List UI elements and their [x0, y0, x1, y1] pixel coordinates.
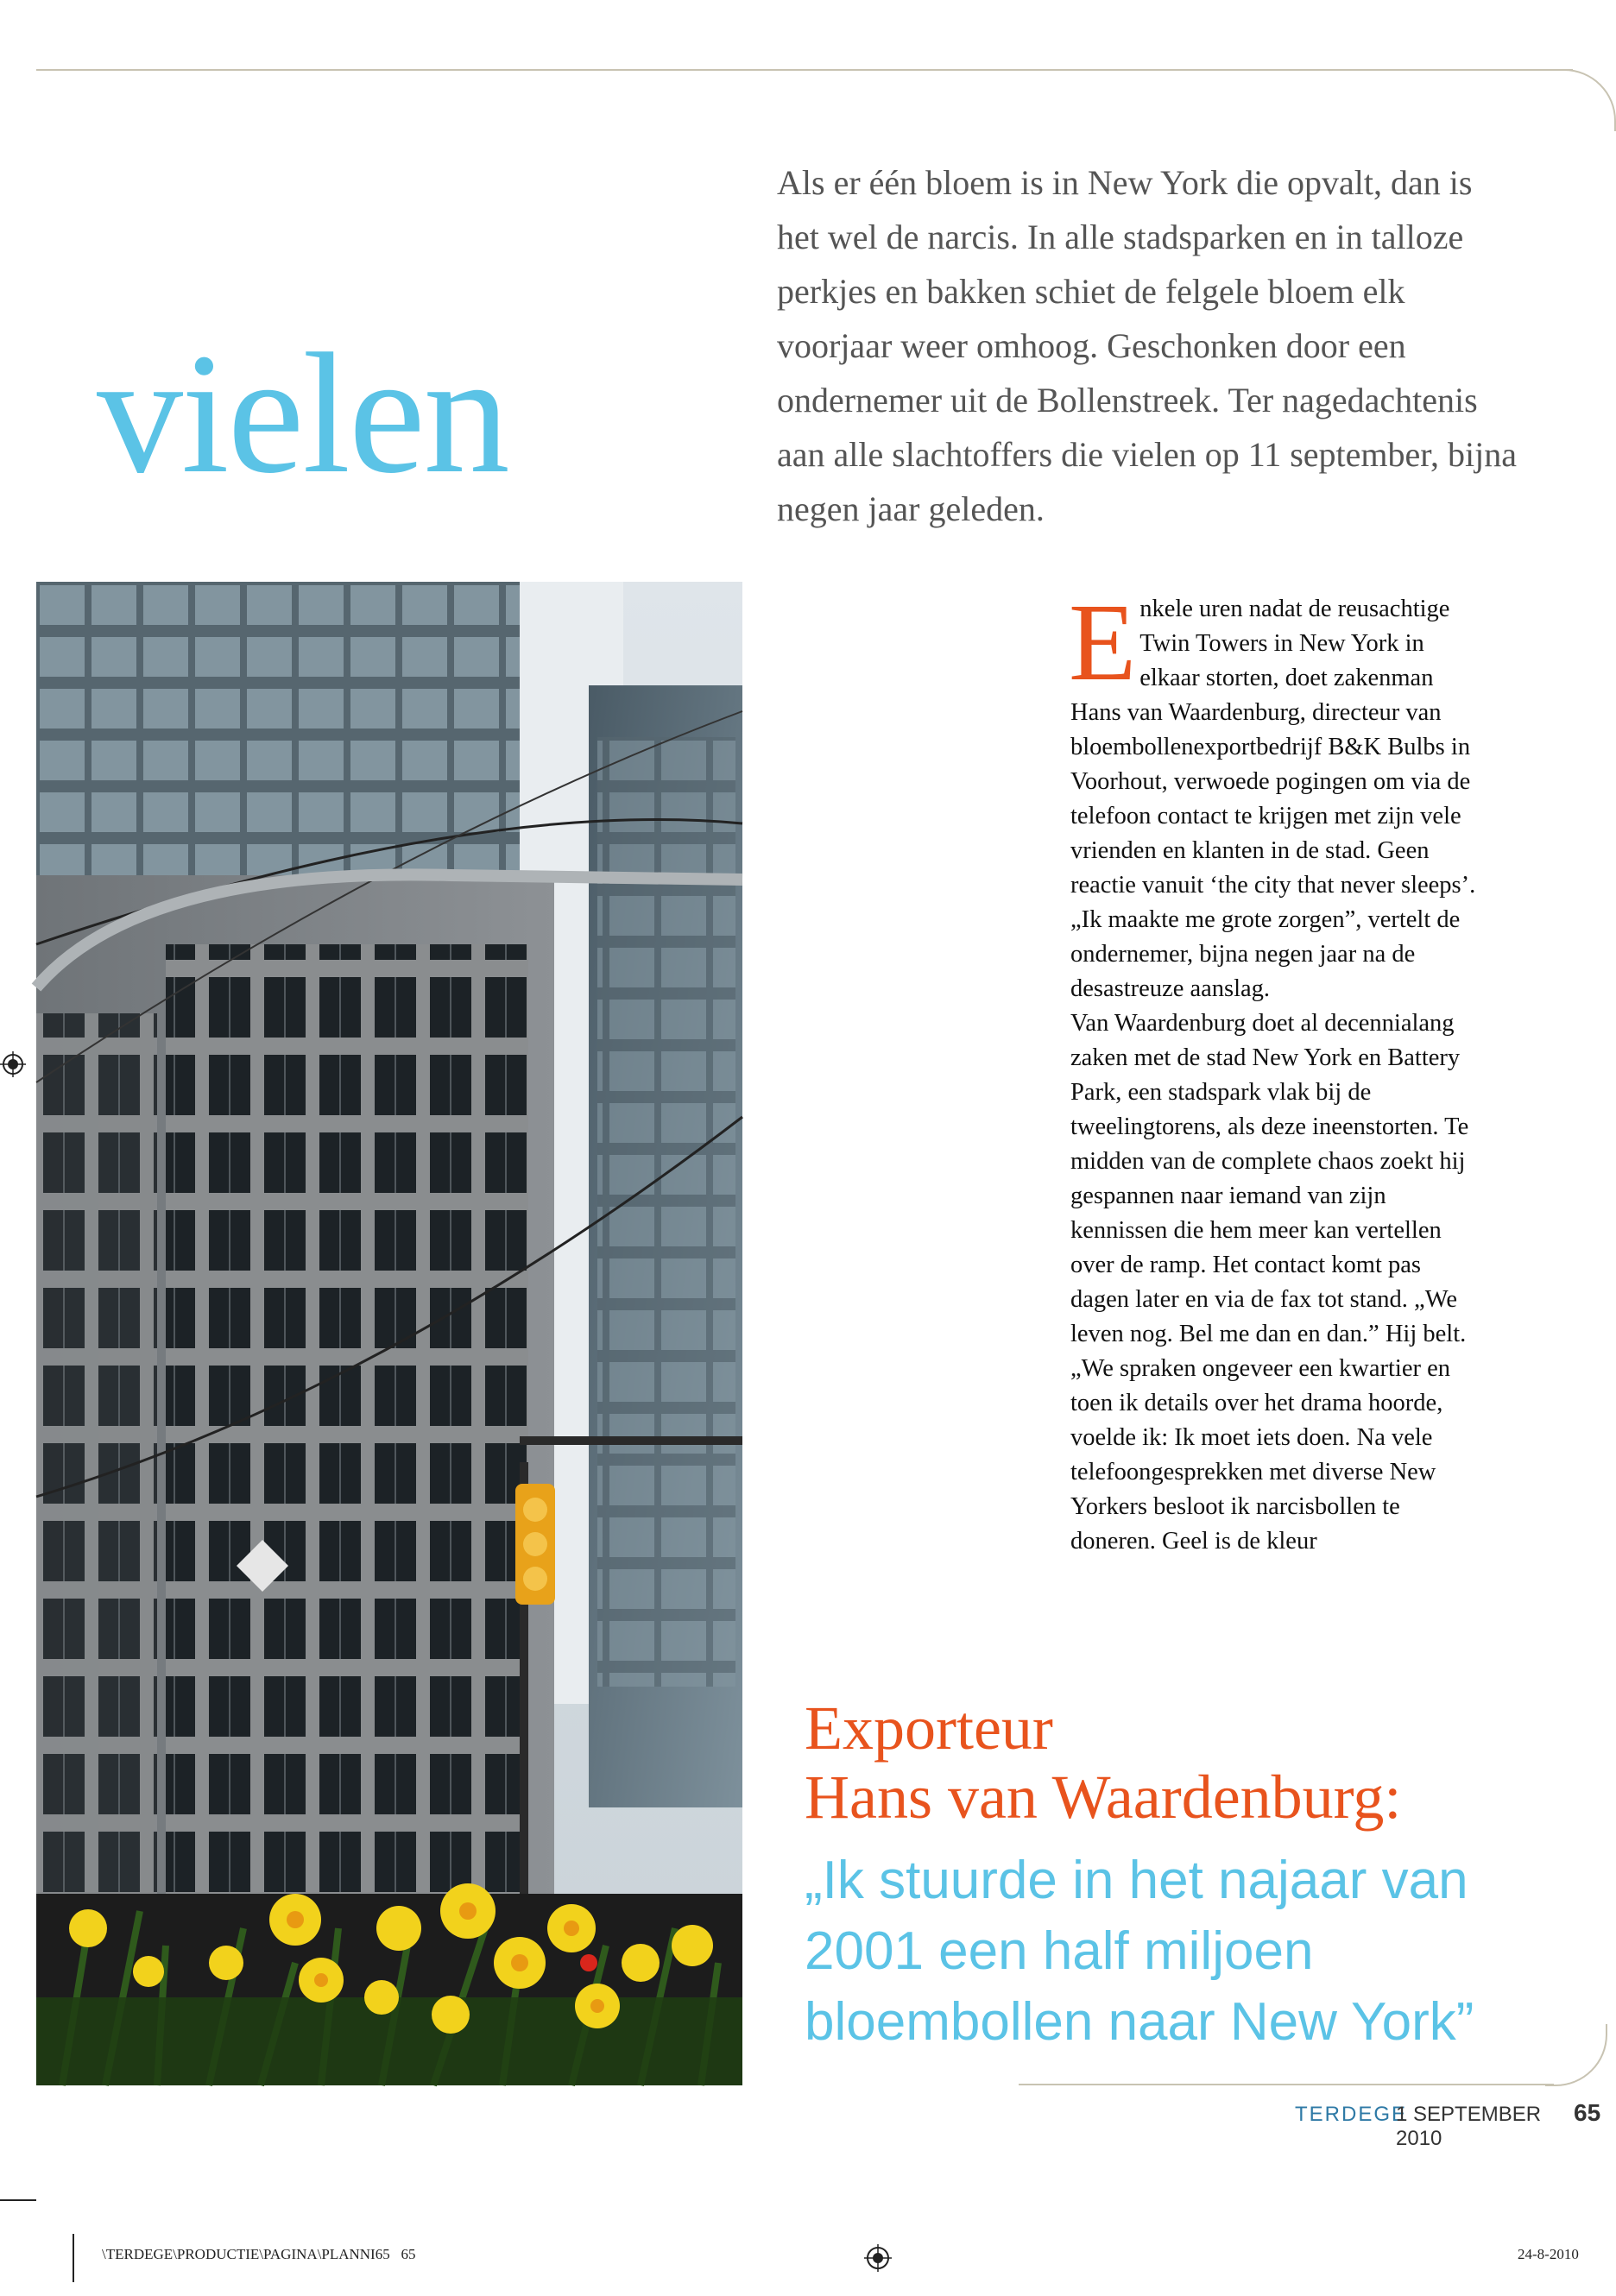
- headline: [805, 1694, 1564, 1832]
- footer-brand: TERDEGE: [1295, 2103, 1408, 2126]
- article-paragraph-1: nkele uren nadat de reusachtige Twin Towers in New York in elkaar storten, doet zakenman Hans van Waardenburg, directeur van bloembollenexportbedrijf B&K Bulbs in Voorhout, verwoede pogingen om via de telefoon contact te krijgen met zijn vele vrienden en klanten in de stad. Geen reactie vanuit ‘the city that never sleeps’. „Ik maakte me grote zorgen”, vertelt de ondernemer, bijna negen jaar na de desastreuze aanslag.: [1070, 596, 1476, 1002]
- frame-top-corner: [1537, 69, 1616, 131]
- heading-word: vielen: [97, 319, 508, 509]
- article-body: [1069, 581, 1485, 1559]
- frame-top-line: [36, 69, 1573, 71]
- drop-cap: E: [1069, 581, 1137, 703]
- article-paragraph-2: Van Waardenburg doet al decennialang zaken met de stad New York en Battery Park, een stadspark vlak bij de tweelingtorens, als deze ineenstorten. Te midden van de complete chaos zoekt hij gespannen naar iemand van zijn kennissen die hem meer kan vertellen over de ramp. Het contact komt pas dagen later en via de fax tot stand. „We leven nog. Bel me dan en dan.” Hij belt. „We spraken ongeveer een kwartier en toen ik details over het drama hoorde, voelde ik: Ik moet iets doen. Na vele telefoongesprekken met diverse New Yorkers besloot ik narcisbollen te doneren. Geel is de kleur: [1070, 1010, 1469, 1555]
- registration-mark-bottom-icon: [864, 2244, 892, 2272]
- crop-mark-vertical: [73, 2234, 74, 2282]
- pull-quote: „Ik stuurde in het najaar van 2001 een half miljoen bloembollen naar New York”: [805, 1851, 1474, 2052]
- headline-line-2: Hans van Waardenburg:: [805, 1763, 1402, 1832]
- slug-date: 24-8-2010: [1518, 2246, 1579, 2262]
- slug-page: 65: [401, 2246, 416, 2262]
- footer-date: 1 SEPTEMBER 2010: [1396, 2103, 1542, 2150]
- crop-mark-horizontal: [0, 2199, 36, 2201]
- new-york-photo: [36, 582, 742, 2085]
- page-number: 65: [1574, 2099, 1601, 2126]
- slug-path: \TERDEGE\PRODUCTIE\PAGINA\PLANNI65: [102, 2246, 390, 2262]
- frame-bottom-line: [1019, 2084, 1554, 2085]
- registration-mark-left-icon: [0, 1051, 26, 1077]
- intro-paragraph: Als er één bloem is in New York die opvalt, dan is het wel de narcis. In alle stadsparken en in talloze perkjes en bakken schiet de felgele bloem elk voorjaar weer omhoog. Geschonken door een ondernemer uit de Bollenstreek. Ter nagedachtenis aan alle slachtoffers die vielen op 11 september, bijna negen jaar geleden.: [777, 163, 1517, 528]
- printer-slug: [102, 2246, 415, 2263]
- headline-line-1: Exporteur: [805, 1694, 1053, 1763]
